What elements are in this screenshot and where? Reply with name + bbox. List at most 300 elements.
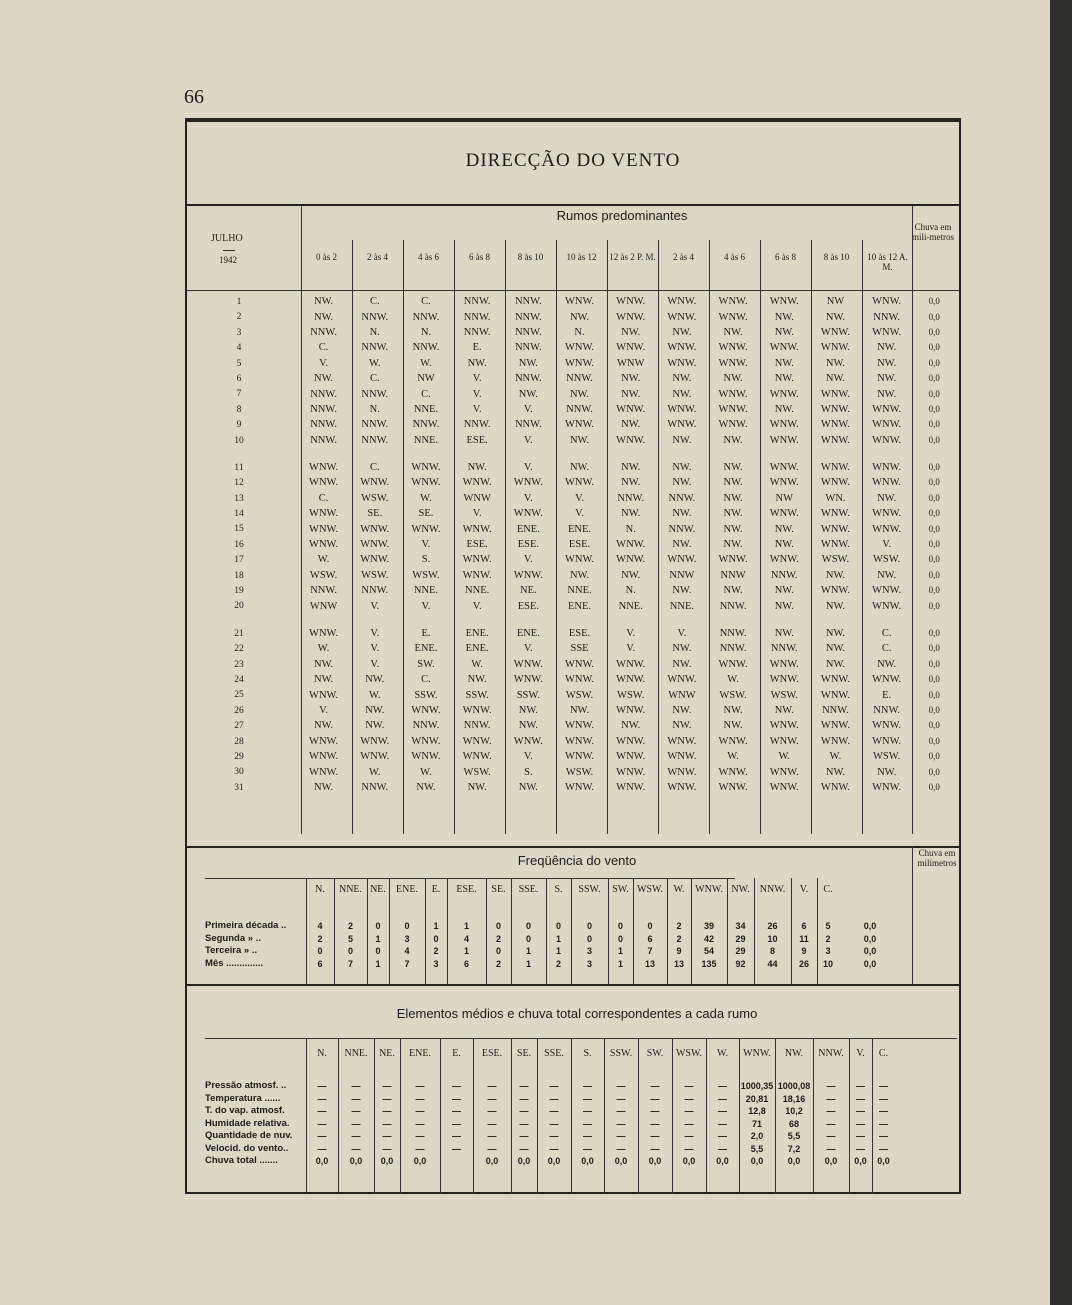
wind-direction: C.	[318, 492, 329, 504]
wind-direction: NNE.	[567, 585, 592, 597]
elem-value: —	[650, 1118, 660, 1129]
wind-direction: NW.	[467, 462, 487, 474]
wind-direction: WNW.	[769, 658, 799, 670]
wind-direction: WNW.	[667, 357, 697, 369]
wind-direction: WNW.	[616, 766, 646, 778]
table-row	[306, 1155, 895, 1168]
freq-value: 3	[404, 933, 410, 944]
elem-value: —	[487, 1106, 497, 1117]
column-header: ESE.	[456, 884, 477, 895]
wind-direction: V.	[626, 643, 636, 655]
freq-value: 2	[555, 958, 561, 969]
wind-direction: WNW.	[564, 658, 595, 670]
freq-value: 1	[617, 958, 623, 969]
freq-value: 3	[825, 946, 831, 957]
wind-direction: NNW.	[361, 585, 389, 597]
wind-direction: WNW.	[411, 523, 441, 535]
freq-value: 26	[767, 921, 778, 932]
wind-direction: WNW.	[309, 477, 339, 489]
wind-direction: SE.	[418, 508, 434, 520]
freq-value: 2	[676, 921, 682, 932]
table-row	[298, 703, 956, 718]
freq-value: 5	[347, 933, 353, 944]
elem-value: —	[382, 1143, 392, 1154]
rain-value: 0,0	[928, 569, 940, 580]
elem-value: —	[650, 1106, 660, 1117]
wind-direction: NW.	[467, 357, 487, 369]
wind-direction: WNW.	[872, 523, 902, 535]
wind-direction: WNW.	[564, 342, 595, 354]
wind-direction: C.	[881, 628, 892, 639]
wind-direction: WNW.	[667, 311, 697, 323]
row-label: Terceira » ..	[205, 945, 258, 956]
wind-direction: ENE.	[516, 628, 540, 639]
wind-direction: NW.	[877, 658, 897, 670]
wind-direction: W.	[727, 751, 739, 763]
day-number: 28	[234, 736, 244, 747]
elem-value: —	[351, 1131, 361, 1142]
rain-value: 0,0	[928, 523, 940, 534]
wind-direction: N.	[574, 326, 585, 338]
wind-direction: NW.	[569, 311, 590, 323]
wind-direction: WNW.	[769, 720, 799, 732]
wind-direction: NW	[826, 296, 845, 308]
wind-direction: NW.	[621, 419, 641, 431]
elem-value: —	[826, 1093, 836, 1104]
wind-direction: WNW.	[616, 674, 646, 686]
elem-value: —	[487, 1093, 497, 1104]
row-label: Mês ..............	[205, 957, 264, 969]
wind-direction: NNW.	[412, 720, 440, 732]
wind-direction: WNW.	[872, 781, 902, 793]
wind-direction: NW.	[723, 434, 743, 446]
table-row	[298, 734, 956, 749]
rain-value: 0,0	[863, 946, 877, 957]
hour-header: 4 às 6	[418, 252, 439, 262]
wind-direction: WNW.	[564, 296, 595, 308]
wind-direction: WNW.	[820, 508, 850, 520]
wind-direction: WNW.	[820, 434, 850, 446]
wind-direction: NW.	[723, 539, 743, 551]
wind-direction: NW	[775, 492, 794, 504]
rain-value: 0,0	[928, 735, 940, 746]
rumos-title: Rumos predominantes	[556, 208, 688, 223]
wind-direction: W.	[317, 554, 330, 566]
day-number: 5	[236, 358, 242, 369]
elem-value: —	[650, 1131, 660, 1142]
elem-row-labels	[205, 1080, 292, 1168]
rain-value: 0,0	[928, 689, 940, 700]
elem-value: —	[415, 1081, 425, 1092]
freq-value: 44	[767, 958, 778, 969]
table-row	[306, 1080, 895, 1093]
wind-direction: NW.	[723, 326, 743, 338]
wind-direction: WNW.	[616, 296, 646, 308]
wind-direction: E.	[882, 689, 892, 701]
col-divider	[912, 846, 913, 984]
freq-value: 135	[701, 958, 717, 969]
wind-direction: NNE.	[669, 600, 695, 612]
wind-direction: NNW.	[873, 311, 901, 323]
wind-table	[298, 294, 956, 795]
day-number: 14	[234, 509, 244, 520]
wind-direction: NW.	[877, 357, 897, 369]
table-row	[298, 626, 956, 641]
wind-direction: WNW.	[309, 751, 339, 763]
elem-value: 18,16	[782, 1093, 806, 1104]
freq-row-labels	[205, 920, 286, 970]
wind-direction: NW.	[825, 357, 846, 369]
wind-direction: NW.	[723, 492, 743, 504]
wind-direction: WNW.	[309, 766, 339, 778]
freq-value: 6	[463, 958, 469, 969]
wind-direction: NW.	[877, 766, 897, 778]
elem-value: —	[382, 1131, 392, 1142]
day-number: 18	[234, 570, 244, 581]
day-number: 17	[234, 555, 244, 566]
freq-value: 0	[495, 921, 501, 932]
wind-direction: NW.	[365, 704, 385, 716]
wind-direction: WNW.	[360, 735, 390, 747]
wind-direction: W.	[368, 766, 381, 778]
column-header: NNE.	[338, 884, 363, 895]
wind-direction: WNW.	[769, 735, 799, 747]
elem-value: 5,5	[750, 1143, 764, 1154]
elem-value: 0,0	[750, 1156, 764, 1167]
table-row	[306, 1130, 895, 1143]
column-header: E.	[431, 884, 441, 895]
column-header: NW.	[731, 884, 750, 895]
wind-direction: V.	[472, 373, 482, 385]
elem-value: —	[519, 1093, 529, 1104]
wind-direction: NW.	[365, 674, 385, 686]
wind-direction: NW.	[621, 508, 641, 520]
wind-direction: WNW.	[820, 523, 850, 535]
wind-direction: NW.	[365, 720, 385, 732]
table-row	[306, 1093, 895, 1106]
column-header: NW.	[784, 1048, 804, 1059]
wind-direction: WNW.	[462, 523, 492, 535]
day-number: 25	[234, 690, 244, 701]
elem-value: 0,0	[485, 1156, 499, 1167]
wind-direction: WSW.	[719, 689, 747, 701]
table-row	[298, 356, 956, 371]
wind-direction: ESE.	[466, 434, 488, 446]
freq-value: 2	[676, 933, 682, 944]
freq-value: 39	[703, 921, 714, 932]
wind-direction: C.	[881, 643, 892, 655]
elem-value: —	[452, 1106, 461, 1117]
hour-header: 8 às 10	[517, 252, 544, 262]
elem-value: 0,0	[581, 1156, 594, 1167]
table-row	[298, 568, 956, 583]
rain-value: 0,0	[928, 674, 940, 685]
wind-direction: NW.	[569, 434, 590, 446]
wind-direction: WNW.	[616, 751, 646, 763]
wind-direction: NNW.	[566, 373, 593, 385]
table-row	[298, 657, 956, 672]
table-row	[298, 687, 956, 702]
elem-value: —	[856, 1143, 865, 1154]
freq-chuva-header: Chuva em milímetros	[917, 848, 957, 868]
row-label: Pressão atmosf. ..	[205, 1080, 287, 1091]
wind-direction: NNW.	[617, 492, 645, 504]
wind-direction: NW.	[672, 539, 692, 551]
column-header: E.	[452, 1048, 461, 1059]
day-number: 16	[234, 539, 244, 550]
wind-direction: WNW.	[872, 508, 902, 520]
freq-header-line	[205, 878, 735, 879]
wind-direction: NW.	[723, 508, 743, 520]
rain-value: 0,0	[928, 643, 940, 654]
hour-header: 8 às 10	[823, 252, 850, 262]
wind-direction: NW.	[774, 373, 794, 385]
wind-direction: NNW.	[463, 419, 491, 431]
wind-direction: WNW.	[564, 751, 595, 763]
elem-value: —	[487, 1118, 497, 1129]
wind-direction: WSW.	[361, 492, 389, 504]
wind-direction: WNW.	[872, 735, 902, 747]
wind-direction: WNW.	[616, 311, 646, 323]
hour-header: 10 às 12	[566, 252, 597, 262]
column-header: W.	[716, 1048, 729, 1059]
wind-direction: NW.	[314, 373, 334, 385]
wind-direction: WNW.	[718, 781, 748, 793]
elem-value: —	[351, 1106, 361, 1117]
wind-direction: WNW.	[820, 720, 850, 732]
wind-direction: WNW.	[667, 419, 697, 431]
elem-value: 71	[751, 1118, 762, 1129]
elem-value: —	[684, 1106, 694, 1117]
elem-value: —	[826, 1081, 836, 1092]
hour-header: 0 às 2	[316, 252, 337, 262]
hour-header: 12 às 2 P. M.	[609, 252, 656, 262]
wind-direction: WNW.	[513, 658, 543, 670]
wind-direction: NNE.	[465, 585, 490, 597]
rain-value: 0,0	[928, 766, 940, 777]
wind-direction: ESE.	[517, 600, 539, 612]
wind-direction: WNW.	[462, 554, 492, 566]
wind-direction: NNW.	[310, 326, 337, 338]
column-header: ENE.	[409, 1048, 431, 1059]
wind-direction: WNW.	[820, 403, 850, 415]
wind-direction: V.	[626, 628, 636, 639]
wind-direction: NW.	[518, 357, 538, 369]
table-row	[298, 506, 956, 521]
wind-direction: WNW.	[309, 735, 339, 747]
freq-value: 1	[375, 933, 381, 944]
wind-direction: NW.	[621, 462, 641, 474]
elem-value: —	[317, 1143, 327, 1154]
wind-direction: ENE.	[414, 643, 438, 655]
wind-direction: NW.	[723, 462, 743, 474]
freq-value: 0	[525, 921, 531, 932]
wind-direction: WNW.	[872, 477, 902, 489]
elem-value: 0,0	[547, 1156, 561, 1167]
freq-value: 10	[767, 933, 778, 944]
wind-direction: N.	[369, 326, 380, 338]
wind-direction: V.	[523, 434, 533, 446]
wind-direction: W.	[471, 658, 483, 670]
day-number: 21	[234, 628, 244, 639]
freq-value: 0	[586, 921, 592, 932]
wind-direction: WNW.	[616, 658, 646, 670]
freq-value: 1	[525, 958, 531, 969]
wind-direction: WNW.	[667, 735, 697, 747]
wind-direction: NW.	[723, 523, 743, 535]
wind-direction: NNW.	[412, 419, 440, 431]
column-header: V.	[799, 884, 809, 895]
day-number: 9	[236, 420, 242, 431]
elem-value: —	[487, 1131, 497, 1142]
wind-direction: V.	[421, 539, 431, 551]
wind-direction: W.	[778, 751, 791, 763]
wind-direction: NW.	[672, 704, 692, 716]
wind-direction: WSW.	[463, 766, 491, 778]
wind-direction: WNW.	[360, 523, 390, 535]
wind-direction: WNW.	[309, 523, 339, 535]
wind-direction: NNW.	[514, 373, 542, 385]
wind-direction: NW.	[314, 781, 334, 793]
column-header: WSW.	[636, 884, 664, 895]
wind-direction: NNW.	[361, 311, 389, 323]
wind-direction: WNW.	[718, 403, 748, 415]
wind-direction: SW.	[417, 658, 435, 670]
wind-direction: NW.	[467, 674, 487, 686]
wind-direction: NNW.	[566, 403, 593, 415]
elem-header-line	[205, 1038, 957, 1039]
wind-direction: V.	[882, 539, 892, 551]
wind-direction: WNW.	[769, 296, 799, 308]
wind-direction: WNW.	[872, 434, 902, 446]
elem-value: —	[549, 1106, 559, 1117]
wind-direction: WNW.	[718, 357, 748, 369]
wind-direction: WNW.	[769, 477, 799, 489]
wind-direction: NW.	[672, 720, 692, 732]
elem-value: —	[856, 1093, 865, 1104]
wind-direction: WNW.	[564, 720, 595, 732]
wind-direction: NW.	[467, 781, 487, 793]
wind-direction: W.	[727, 674, 739, 686]
elem-value: —	[452, 1143, 461, 1154]
wind-direction: C.	[318, 342, 329, 354]
column-header: SSW.	[609, 1048, 633, 1059]
wind-direction: NW.	[877, 373, 897, 385]
freq-value: 7	[647, 946, 653, 957]
elem-value: —	[616, 1106, 626, 1117]
table-row	[298, 521, 956, 536]
elem-value: 0,0	[349, 1156, 363, 1167]
wind-direction: WNW.	[769, 419, 799, 431]
day-number: 20	[234, 601, 244, 612]
day-number: 2	[236, 312, 242, 323]
freq-value: 0	[317, 946, 323, 957]
elem-value: —	[415, 1093, 425, 1104]
freq-value: 42	[703, 933, 714, 944]
elem-value: —	[519, 1106, 529, 1117]
rain-value: 0,0	[863, 933, 877, 944]
freq-value: 0	[375, 921, 381, 932]
wind-direction: WNW.	[667, 674, 697, 686]
day-number: 26	[234, 705, 244, 716]
wind-direction: NNW.	[719, 643, 747, 655]
wind-direction: NNW.	[514, 342, 542, 354]
wind-direction: C.	[421, 388, 431, 400]
freq-value: 9	[801, 946, 807, 957]
table-frame	[185, 118, 961, 1194]
rain-value: 0,0	[928, 373, 940, 384]
wind-direction: NW.	[672, 373, 692, 385]
wind-direction: ENE.	[568, 523, 592, 535]
wind-direction: WNW.	[360, 751, 390, 763]
wind-direction: WNW.	[820, 781, 850, 793]
wind-direction: V.	[370, 643, 380, 655]
wind-direction: NNW	[669, 569, 695, 581]
wind-direction: NNW.	[463, 296, 491, 308]
wind-direction: WNW.	[820, 462, 850, 474]
elem-value: —	[415, 1143, 425, 1154]
day-number: 6	[236, 373, 242, 384]
column-header: C.	[823, 884, 833, 895]
elem-value: —	[718, 1131, 727, 1142]
table-row	[298, 672, 956, 687]
wind-direction: NW.	[314, 658, 334, 670]
wind-direction: NW.	[877, 492, 897, 504]
day-number: 8	[236, 404, 242, 415]
wind-direction: NW.	[825, 373, 846, 385]
elem-value: —	[351, 1081, 361, 1092]
day-number: 27	[234, 721, 244, 732]
wind-direction: NNW.	[361, 342, 389, 354]
day-number: 10	[234, 435, 244, 446]
day-number: 23	[234, 659, 244, 670]
column-header: WNW.	[743, 1048, 771, 1059]
table-row	[298, 433, 956, 448]
column-header: WNW.	[695, 884, 723, 895]
freq-value: 0	[647, 921, 653, 932]
day-number: 13	[234, 493, 244, 504]
freq-value: 2	[495, 958, 501, 969]
wind-direction: WNW.	[411, 735, 441, 747]
column-header: SE.	[491, 884, 506, 895]
hour-header: 6 às 8	[775, 252, 796, 262]
wind-direction: WNW.	[667, 766, 697, 778]
wind-direction: NW.	[672, 434, 692, 446]
table-row	[298, 402, 956, 417]
wind-direction: WNW.	[360, 539, 390, 551]
hour-header: 10 às 12 A. M.	[867, 252, 908, 272]
wind-direction: WNW.	[872, 296, 902, 308]
wind-direction: E.	[472, 342, 482, 354]
wind-direction: V.	[472, 508, 482, 520]
wind-direction: NW.	[672, 508, 692, 520]
wind-direction: WSW.	[565, 766, 594, 778]
wind-direction: NW.	[314, 296, 334, 308]
day-number: 30	[234, 767, 244, 778]
wind-direction: V.	[523, 751, 533, 763]
column-header: SSE.	[544, 1048, 564, 1059]
elem-value: 0,0	[517, 1156, 531, 1167]
table-row	[298, 309, 956, 324]
wind-direction: WNW.	[616, 539, 646, 551]
wind-direction: WNW.	[718, 658, 748, 670]
wind-direction: ENE.	[465, 628, 489, 639]
wind-direction: WNW.	[820, 585, 850, 597]
wind-direction: NW.	[314, 720, 334, 732]
wind-direction: NW.	[723, 585, 743, 597]
freq-value: 1	[525, 946, 531, 957]
hour-header: 2 às 4	[367, 252, 388, 262]
